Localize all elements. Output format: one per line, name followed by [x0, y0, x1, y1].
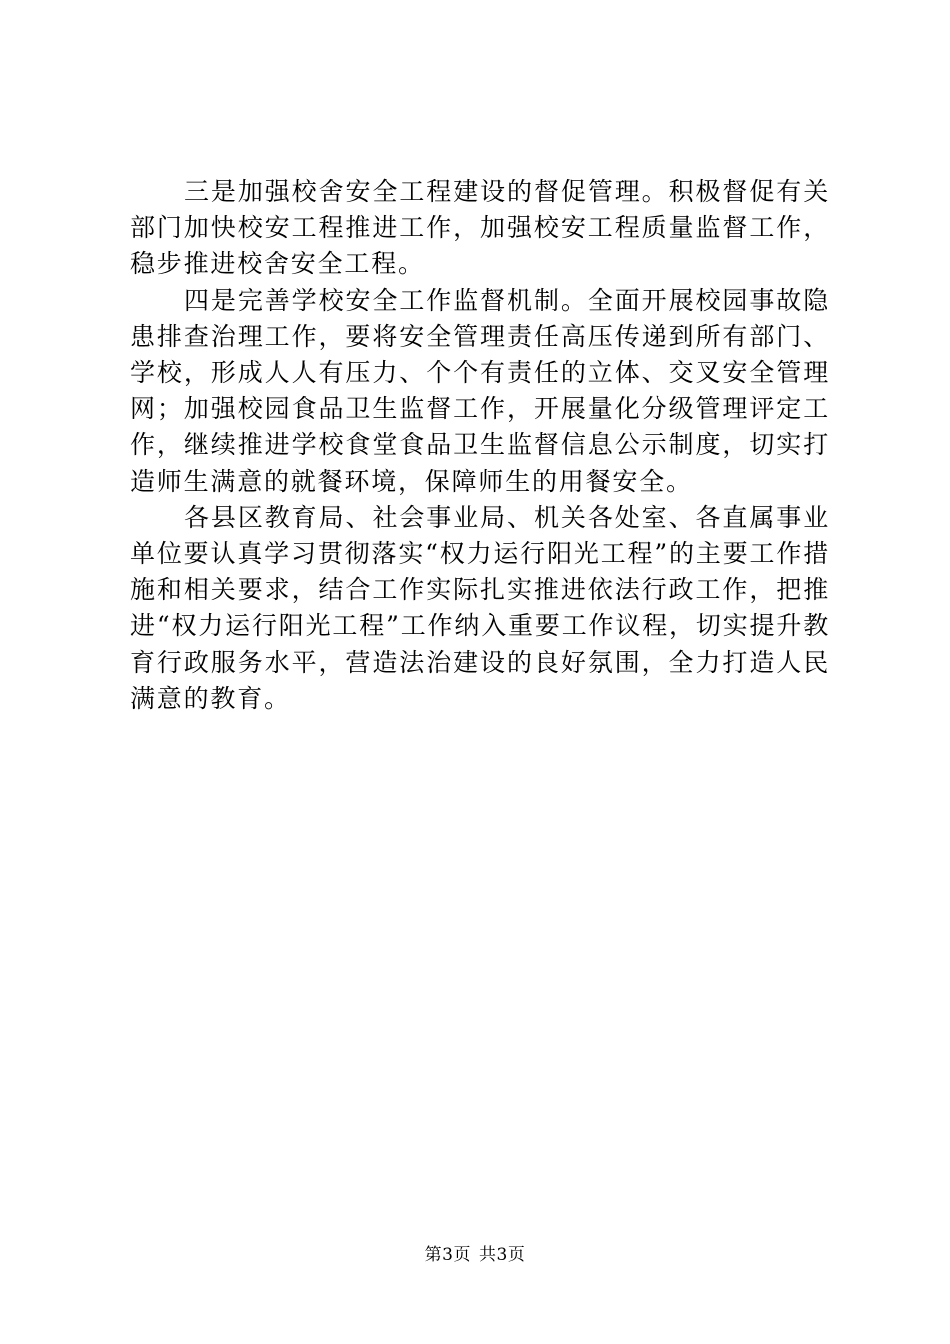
paragraph-sunshine-project-requirements: 各县区教育局、社会事业局、机关各处室、各直属事业单位要认真学习贯彻落实“权力运行阳光工程”的主要工作措施和相关要求，结合工作实际扎实推进依法行政工作，把推进“权力运行阳光工程”工作纳入重要工作议程，切实提升教育行政服务水平，营造法治建设的良好氛围，全力打造人民满意的教育。	[130, 502, 830, 713]
page-number: 第3页	[424, 1245, 471, 1265]
paragraph-campus-building-safety: 三是加强校舍安全工程建设的督促管理。积极督促有关部门加快校安工程推进工作，加强校安工程质量监督工作，稳步推进校舍安全工程。	[130, 177, 830, 279]
page-total: 共3页	[479, 1245, 526, 1265]
paragraph-school-safety-supervision: 四是完善学校安全工作监督机制。全面开展校园事故隐患排查治理工作，要将安全管理责任高压传递到所有部门、学校，形成人人有压力、个个有责任的立体、交叉安全管理网；加强校园食品卫生监督工作，开展量化分级管理评定工作，继续推进学校食堂食品卫生监督信息公示制度，切实打造师生满意的就餐环境，保障师生的用餐安全。	[130, 285, 830, 496]
page-footer	[0, 1243, 950, 1267]
document-body	[130, 174, 830, 717]
